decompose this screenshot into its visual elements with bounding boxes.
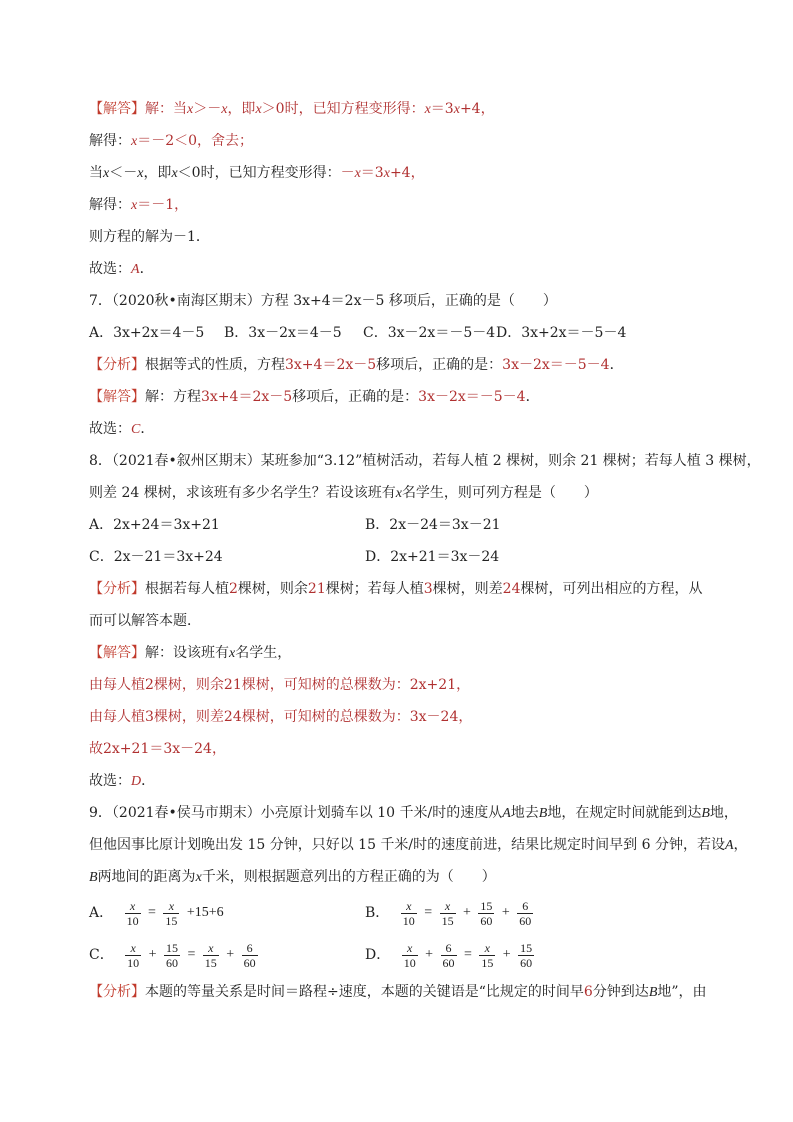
fraction [125, 941, 141, 970]
text: ＝－2＜0，舍去； [137, 133, 254, 149]
math: 3x－24 [409, 709, 459, 725]
denominator: 10 [127, 955, 140, 970]
numerator: x [168, 898, 175, 913]
numerator: x [130, 940, 136, 955]
text: 棵树，可知树的总棵数为： [241, 677, 410, 693]
q7-option-d [496, 322, 626, 344]
text: ＞0时，已知方程变形得： [261, 101, 425, 117]
text: 棵树，则余 [237, 581, 308, 597]
q9-stem-line1 [89, 802, 738, 824]
operator: + [425, 947, 434, 962]
q7-choice [89, 418, 154, 440]
var: B [538, 806, 548, 821]
q6-solution-line3 [89, 162, 425, 184]
var: B [89, 870, 98, 885]
var: x [187, 102, 194, 117]
question-text: 但他因事比原计划晚出发 15 分钟，只好以 15 千米/时的速度前进，结果比规定时间早到 6 分钟，若设 [89, 837, 725, 853]
var: x [221, 102, 228, 117]
question-text: 地，在规定时间就能到达 [547, 805, 702, 821]
text: ＞－ [193, 101, 222, 117]
option-text: B．3x－2x＝4－5 [224, 325, 342, 341]
math: 3x+4＝2x－5 [285, 357, 377, 373]
denominator: 60 [442, 955, 455, 970]
operator: = [463, 947, 472, 962]
text: ． [139, 261, 154, 277]
question-text: 两地间的距离为 [97, 869, 196, 885]
q6-solution-line4 [89, 194, 188, 216]
text: 解：方程 [145, 389, 201, 405]
q7-stem [89, 290, 557, 312]
text: 棵树，可知树的总棵数为： [241, 709, 410, 725]
text: 移项后，正确的是： [376, 357, 503, 373]
fraction [440, 899, 456, 928]
var: x [383, 166, 390, 181]
denominator: 10 [126, 913, 139, 928]
fraction [164, 941, 180, 970]
fraction [401, 899, 417, 928]
num: 24 [502, 581, 521, 597]
numerator: x [484, 940, 490, 955]
text: 名学生， [235, 645, 292, 661]
q8-solution-line2 [89, 674, 470, 696]
num: 21 [307, 581, 326, 597]
question-text: 8．（2021春•叙州区期末）某班参加“3.12”植树活动，若每人植 2 棵树，则余 21 棵树；若每人植 3 棵树， [89, 453, 761, 469]
numerator: 15 [165, 940, 178, 955]
fraction [517, 899, 533, 928]
var: x [131, 134, 138, 149]
numerator: x [444, 898, 451, 913]
numerator: 6 [517, 899, 533, 914]
question-text: 千米，则根据题意列出的方程正确的为（ ） [201, 869, 496, 885]
option-label: C． [89, 947, 114, 963]
math: 2x+21＝3x－24 [103, 741, 212, 757]
text: 解：设该班有 [145, 645, 229, 661]
fraction [163, 899, 179, 928]
text: 棵树；若每人植 [325, 581, 424, 597]
analysis-tag: 【分析】 [89, 984, 145, 1000]
operator: + [148, 947, 157, 962]
text: 故选： [89, 261, 131, 277]
option-text: C．2x－21＝3x+24 [89, 549, 223, 565]
text: 则方程的解为－1． [89, 229, 210, 245]
text: 当 [89, 165, 103, 181]
q8-solution-line1 [89, 642, 291, 664]
option-label: A． [89, 905, 114, 921]
numerator: x [129, 898, 136, 913]
option-label: B． [365, 905, 390, 921]
answer-tag: 【解答】 [89, 101, 145, 117]
denominator: 10 [403, 955, 416, 970]
q6-choice [89, 258, 154, 280]
text: ． [141, 773, 156, 789]
q8-option-a [89, 514, 220, 536]
text: 故选： [89, 421, 131, 437]
numerator: x [407, 940, 413, 955]
q9-option-d [365, 938, 535, 972]
option-text: A．2x+24＝3x+21 [89, 517, 220, 533]
text: 解得： [89, 133, 131, 149]
var: A [502, 806, 511, 821]
q8-option-b [365, 514, 501, 536]
q8-analysis-line1 [89, 578, 703, 600]
operator: +15+6 [186, 905, 224, 920]
q6-solution-line1 [89, 98, 495, 120]
q7-option-c [363, 322, 495, 344]
question-text: 地去 [510, 805, 539, 821]
question-text: 7．（2020秋•南海区期末）方程 3x+4＝2x－5 移项后，正确的是（ ） [89, 293, 557, 309]
q9-analysis [89, 981, 707, 1003]
var: x [453, 102, 460, 117]
operator: + [502, 947, 511, 962]
fraction [203, 941, 219, 970]
num: 2 [229, 581, 238, 597]
operator: + [463, 905, 471, 920]
var: x [229, 646, 236, 661]
text: ， [211, 741, 226, 757]
q8-solution-line3 [89, 706, 472, 728]
denominator: 60 [519, 913, 532, 928]
q8-solution-line4 [89, 738, 226, 760]
q6-solution-line5 [89, 226, 210, 248]
var: x [103, 166, 110, 181]
text: ，即 [227, 101, 256, 117]
denominator: 15 [165, 913, 178, 928]
math: 3x－2x＝－5－4 [418, 389, 526, 405]
option-text: A．3x+2x＝4－5 [89, 325, 205, 341]
var: A [724, 838, 734, 853]
denominator: 60 [520, 955, 533, 970]
fraction [402, 941, 418, 970]
q7-analysis [89, 354, 624, 376]
math: 3x－2x＝－5－4 [502, 357, 610, 373]
q9-option-b [365, 896, 534, 930]
q9-stem-line3 [89, 866, 496, 888]
num: 6 [583, 984, 593, 1000]
fraction [478, 899, 494, 928]
num: 3 [145, 709, 154, 725]
choice-letter: D [131, 774, 142, 789]
question-text: 名学生，则可列方程是（ ） [401, 485, 598, 501]
text: ，即 [143, 165, 172, 181]
operator: + [501, 905, 510, 920]
analysis-tag: 【分析】 [89, 357, 145, 373]
q9-option-c [89, 938, 259, 972]
text: ， [456, 677, 471, 693]
q8-option-c [89, 546, 223, 568]
option-text: B．2x－24＝3x－21 [365, 517, 501, 533]
q7-option-a [89, 322, 204, 344]
question-text: 地， [709, 805, 738, 821]
num: 3 [423, 581, 433, 597]
var: x [255, 102, 262, 117]
denominator: 60 [480, 913, 493, 928]
var: x [131, 198, 138, 213]
q7-option-b [224, 322, 342, 344]
q8-choice [89, 770, 155, 792]
q9-stem-line2: 但他因事比原计划晚出发 15 分钟，只好以 15 千米/时的速度前进，结果比规定时间早到 6 分钟，若设A， [89, 837, 748, 853]
var: x [137, 166, 144, 181]
num: 21 [223, 677, 242, 693]
q8-option-d [365, 546, 499, 568]
text: ． [609, 357, 624, 373]
text: ＝3 [360, 165, 384, 181]
denominator: 10 [402, 913, 415, 928]
answer-tag: 【解答】 [89, 645, 145, 661]
math: 2x+21 [409, 677, 457, 693]
option-text: D．3x+2x＝－5－4 [496, 325, 627, 341]
numerator: x [208, 940, 214, 955]
text: ． [140, 421, 155, 437]
text: +4， [389, 165, 425, 181]
numerator: 15 [520, 940, 533, 955]
question-text: 则差 24 棵树，求该班有多少名学生？若设该班有 [89, 485, 396, 501]
text: 棵树，可列出相应的方程，从 [520, 581, 703, 597]
text: 而可以解答本题． [89, 613, 201, 629]
q7-solution [89, 386, 540, 408]
var: x [395, 486, 402, 501]
fraction [125, 899, 141, 928]
text: 棵树，则余 [153, 677, 224, 693]
text: 解得： [89, 197, 131, 213]
question-text: 9．（2021春•侯马市期末）小亮原计划骑车以 10 千米/时的速度从 [89, 805, 503, 821]
fraction [242, 941, 258, 970]
text: － [340, 165, 355, 181]
var: x [195, 870, 202, 885]
text: ， [458, 709, 473, 725]
q8-analysis-line2 [89, 610, 201, 632]
operator: = [424, 905, 433, 920]
numerator: 6 [242, 941, 258, 956]
operator: + [226, 947, 235, 962]
numerator: 6 [441, 941, 457, 956]
var: B [648, 985, 658, 1000]
text: 解：当 [145, 101, 187, 117]
option-text: D．2x+21＝3x－24 [365, 549, 500, 565]
text: 根据若每人植 [145, 581, 229, 597]
operator: = [187, 947, 196, 962]
q8-stem-line1 [89, 450, 761, 472]
fraction [479, 941, 495, 970]
text: 故选： [89, 773, 131, 789]
var: x [171, 166, 178, 181]
text: 由每人植 [89, 677, 145, 693]
var: x [354, 166, 361, 181]
choice-letter: C [131, 422, 141, 437]
text: +4， [459, 101, 495, 117]
operator: = [148, 905, 156, 920]
denominator: 60 [165, 955, 178, 970]
text: ． [525, 389, 540, 405]
num: 24 [223, 709, 242, 725]
q6-solution-line2 [89, 130, 253, 152]
q9-option-a [89, 896, 226, 930]
text: ＝－1， [137, 197, 189, 213]
text: 故 [89, 741, 103, 757]
var: B [701, 806, 710, 821]
denominator: 60 [243, 955, 256, 970]
fraction [518, 941, 534, 970]
text: 分钟到达 [592, 984, 649, 1000]
option-text: C．3x－2x＝－5－4 [363, 325, 496, 341]
text: 由每人植 [89, 709, 145, 725]
option-label: D． [365, 947, 391, 963]
text: 移项后，正确的是： [292, 389, 419, 405]
text: 棵树，则差 [153, 709, 224, 725]
answer-tag: 【解答】 [89, 389, 145, 405]
text: ＜0时，已知方程变形得： [177, 165, 341, 181]
text: ＝3 [430, 101, 454, 117]
math: 3x+4＝2x－5 [201, 389, 293, 405]
analysis-tag: 【分析】 [89, 581, 145, 597]
denominator: 15 [481, 955, 494, 970]
choice-letter: A [131, 262, 140, 277]
var: x [424, 102, 431, 117]
q8-stem-line2 [89, 482, 598, 504]
text: 根据等式的性质，方程 [145, 357, 285, 373]
text: 地”，由 [657, 984, 707, 1000]
denominator: 15 [204, 955, 217, 970]
text: 棵树，则差 [432, 581, 503, 597]
numerator: 15 [480, 898, 493, 913]
numerator: x [406, 898, 412, 913]
fraction [441, 941, 457, 970]
text: 本题的等量关系是时间＝路程÷速度，本题的关键语是“比规定的时间早 [145, 984, 584, 1000]
num: 2 [145, 677, 154, 693]
denominator: 15 [441, 913, 454, 928]
text: ＜－ [109, 165, 138, 181]
